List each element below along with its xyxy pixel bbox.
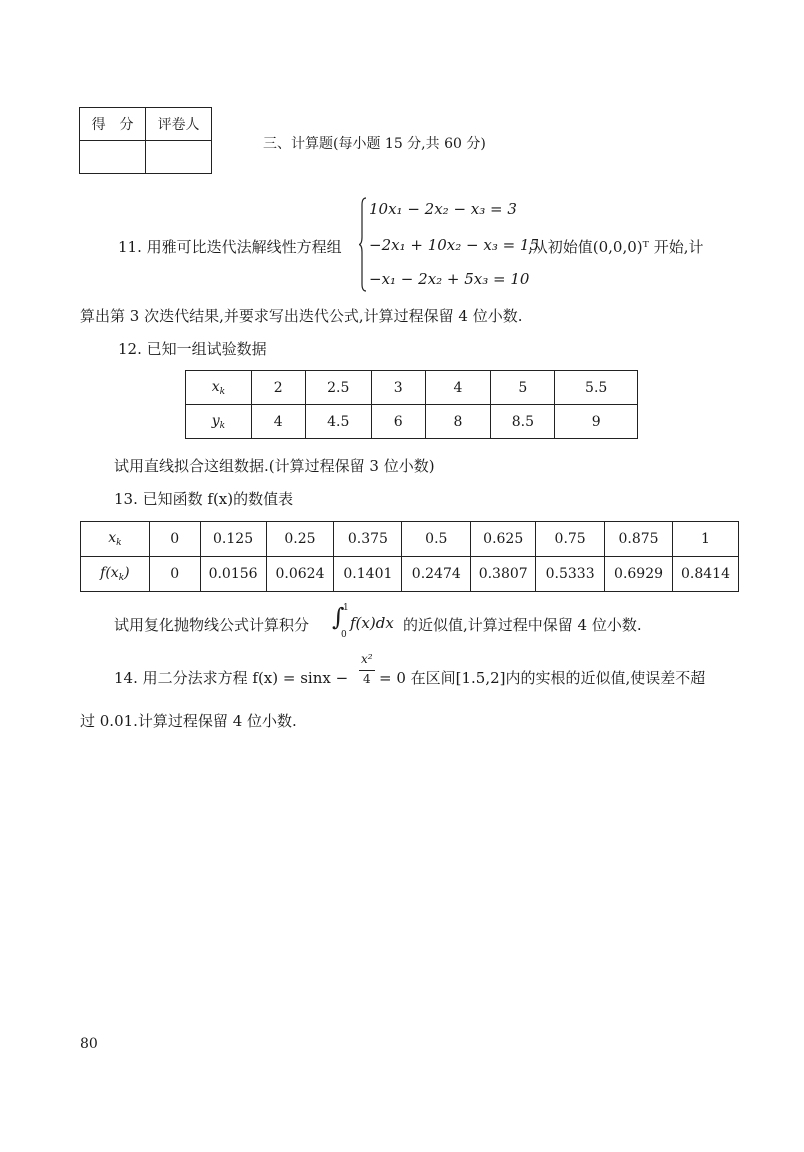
q11-suffix: ,从初始值(0,0,0)ᵀ 开始,计 (528, 238, 704, 256)
integral-lower: 0 (341, 630, 347, 640)
table-cell: 5.5 (555, 371, 638, 405)
q11-eq2: −2x₁ + 10x₂ − x₃ = 15 (369, 236, 540, 254)
q13-title: 13. 已知函数 f(x)的数值表 (114, 490, 294, 508)
q13-instruction-pre: 试用复化抛物线公式计算积分 (114, 616, 310, 634)
q14-line2: 过 0.01.计算过程保留 4 位小数. (80, 712, 297, 730)
integral-upper: 1 (343, 603, 349, 613)
equation-brace (359, 197, 367, 292)
table-cell: 0.3807 (471, 557, 536, 592)
table-cell: 4 (251, 405, 305, 439)
q14-line1-post: = 0 在区间[1.5,2]内的实根的近似值,使误差不超 (379, 669, 706, 687)
table-cell: 0.125 (200, 522, 266, 557)
grader-header: 评卷人 (146, 108, 212, 141)
table-cell: 4.5 (305, 405, 371, 439)
table-cell: 8 (425, 405, 491, 439)
frac-denominator: 4 (363, 672, 371, 686)
table-cell: 0.75 (536, 522, 605, 557)
page-number: 80 (80, 1036, 98, 1052)
table-cell: 9 (555, 405, 638, 439)
table-cell: 0.625 (471, 522, 536, 557)
q12-title: 12. 已知一组试验数据 (118, 340, 267, 358)
q11-prefix: 11. 用雅可比迭代法解线性方程组 (118, 238, 342, 256)
row-label-xk: $x_k$ (186, 371, 252, 405)
grader-cell (146, 141, 212, 174)
integral-sign: ∫ (332, 603, 345, 631)
table-cell: 5 (491, 371, 555, 405)
table-cell: 0 (149, 557, 200, 592)
table-cell: 0.2474 (402, 557, 471, 592)
q11-line2: 算出第 3 次迭代结果,并要求写出迭代公式,计算过程保留 4 位小数. (80, 307, 523, 325)
fraction-bar (359, 670, 375, 671)
table-cell: 0.0156 (200, 557, 266, 592)
table-cell: 0.5 (402, 522, 471, 557)
table-cell: 4 (425, 371, 491, 405)
q11-eq1: 10x₁ − 2x₂ − x₃ = 3 (369, 200, 517, 218)
table-cell: 6 (371, 405, 425, 439)
q13-data-table (80, 521, 739, 592)
row-label-fxk: $f(x_k)$ (81, 557, 150, 592)
integrand: f(x)dx (350, 614, 394, 632)
table-cell: 0.0624 (266, 557, 334, 592)
table-cell: 0.875 (605, 522, 673, 557)
row-label-xk: $x_k$ (81, 522, 150, 557)
table-cell: 2 (251, 371, 305, 405)
table-cell: 8.5 (491, 405, 555, 439)
table-cell: 0.5333 (536, 557, 605, 592)
table-cell: 0.8414 (672, 557, 738, 592)
section-title: 三、计算题(每小题 15 分,共 60 分) (263, 136, 486, 152)
q11-eq3: −x₁ − 2x₂ + 5x₃ = 10 (369, 270, 530, 288)
table-cell: 0.1401 (334, 557, 402, 592)
score-cell (80, 141, 146, 174)
table-cell: 3 (371, 371, 425, 405)
q12-instruction: 试用直线拟合这组数据.(计算过程保留 3 位小数) (114, 457, 435, 475)
table-cell: 2.5 (305, 371, 371, 405)
q14-line1-pre: 14. 用二分法求方程 f(x) = sinx − (114, 669, 349, 687)
table-cell: 0.375 (334, 522, 402, 557)
q12-data-table (185, 370, 638, 439)
table-cell: 0 (149, 522, 200, 557)
score-table (79, 107, 212, 174)
table-cell: 0.6929 (605, 557, 673, 592)
table-cell: 1 (672, 522, 738, 557)
frac-numerator: x² (361, 652, 373, 666)
table-cell: 0.25 (266, 522, 334, 557)
row-label-yk: $y_k$ (186, 405, 252, 439)
score-header: 得 分 (80, 108, 146, 141)
q13-instruction-post: 的近似值,计算过程中保留 4 位小数. (403, 616, 642, 634)
